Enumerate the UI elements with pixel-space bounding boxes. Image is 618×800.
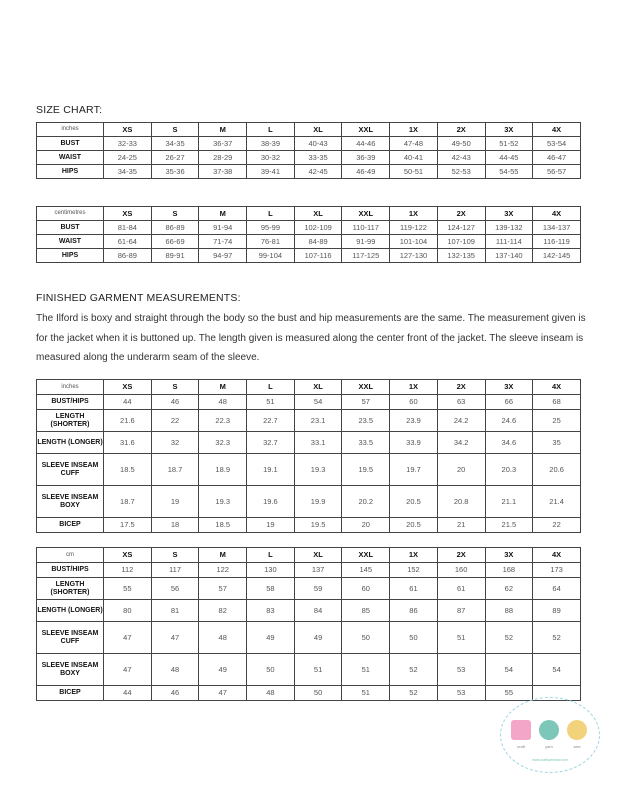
finished-measurements-title: FINISHED GARMENT MEASUREMENTS: — [36, 292, 241, 304]
table-row — [37, 518, 581, 533]
table-cell: 49 — [294, 622, 342, 654]
table-cell: 23.1 — [294, 410, 342, 432]
table-cell: 80 — [104, 600, 152, 622]
size-chart-title: SIZE CHART: — [36, 104, 103, 116]
table-cell: 139-132 — [485, 221, 533, 235]
table-cell: 85 — [342, 600, 390, 622]
size-header: L — [247, 123, 295, 137]
table-cell: 152 — [390, 563, 438, 578]
table-cell: 32 — [151, 432, 199, 454]
row-label: BUST/HIPS — [37, 395, 104, 410]
table-cell: 21.1 — [485, 486, 533, 518]
row-label: HIPS — [37, 249, 104, 263]
table-cell: 20.5 — [390, 518, 438, 533]
size-header: L — [247, 380, 295, 395]
size-header: XS — [104, 548, 152, 563]
table-cell: 66-69 — [151, 235, 199, 249]
table-cell: 117-125 — [342, 249, 390, 263]
seal-label-craft: craft — [517, 744, 525, 749]
table-cell: 84 — [294, 600, 342, 622]
size-header: 3X — [485, 548, 533, 563]
size-header: XXL — [342, 123, 390, 137]
seal-label-sew: sew — [573, 744, 581, 749]
table-cell: 51-52 — [485, 137, 533, 151]
unit-label: inches — [37, 380, 104, 395]
table-row — [37, 395, 581, 410]
table-cell: 52 — [485, 622, 533, 654]
row-label: HIPS — [37, 165, 104, 179]
size-header: XS — [104, 123, 152, 137]
size-header: M — [199, 380, 247, 395]
table-cell: 44 — [104, 395, 152, 410]
table-cell: 119-122 — [390, 221, 438, 235]
table-cell: 81 — [151, 600, 199, 622]
table-cell: 102-109 — [294, 221, 342, 235]
table-cell: 50-51 — [390, 165, 438, 179]
size-header: 3X — [485, 123, 533, 137]
table-cell: 25 — [533, 410, 581, 432]
table-cell: 76-81 — [247, 235, 295, 249]
size-header: 4X — [533, 123, 581, 137]
table-cell: 22.7 — [247, 410, 295, 432]
table-cell: 52 — [533, 622, 581, 654]
table-cell: 84-89 — [294, 235, 342, 249]
table-cell: 60 — [342, 578, 390, 600]
size-header: 2X — [437, 207, 485, 221]
table-cell: 24.2 — [437, 410, 485, 432]
table-cell: 18.5 — [199, 518, 247, 533]
size-chart-cm-table — [36, 206, 581, 263]
table-cell: 95-99 — [247, 221, 295, 235]
table-cell: 42-45 — [294, 165, 342, 179]
table-cell: 40-41 — [390, 151, 438, 165]
table-cell: 19.9 — [294, 486, 342, 518]
table-cell: 20 — [342, 518, 390, 533]
table-cell: 46-49 — [342, 165, 390, 179]
table-cell: 51 — [437, 622, 485, 654]
table-cell: 32-33 — [104, 137, 152, 151]
table-cell: 137 — [294, 563, 342, 578]
table-cell: 33-35 — [294, 151, 342, 165]
table-cell: 124-127 — [437, 221, 485, 235]
table-row — [37, 235, 581, 249]
row-label: BUST — [37, 221, 104, 235]
table-cell: 52 — [390, 654, 438, 686]
size-header: 2X — [437, 123, 485, 137]
finished-measurements-description: The Ilford is boxy and straight through the body so the bust and hip measurements are the same. The measurement given is for the jacket when it is buttoned up. The length given is measured along the center front of the jacket. The sleeve inseam is measured along the underarm seam of the sleeve. — [36, 313, 586, 363]
table-cell: 32.3 — [199, 432, 247, 454]
row-label: LENGTH (LONGER) — [37, 432, 104, 454]
table-cell: 107-109 — [437, 235, 485, 249]
table-cell: 33.1 — [294, 432, 342, 454]
table-cell: 20.8 — [437, 486, 485, 518]
table-cell: 91-99 — [342, 235, 390, 249]
table-cell: 137-140 — [485, 249, 533, 263]
size-chart-inches-table — [36, 122, 581, 179]
table-cell: 101-104 — [390, 235, 438, 249]
table-cell: 47 — [104, 654, 152, 686]
table-cell: 54 — [485, 654, 533, 686]
table-cell: 47 — [151, 622, 199, 654]
table-cell: 33.9 — [390, 432, 438, 454]
row-label: BUST/HIPS — [37, 563, 104, 578]
table-cell: 49 — [247, 622, 295, 654]
size-header: S — [151, 207, 199, 221]
table-cell: 36-37 — [199, 137, 247, 151]
table-cell: 68 — [533, 395, 581, 410]
row-label: WAIST — [37, 151, 104, 165]
size-header: S — [151, 548, 199, 563]
table-cell: 48 — [247, 686, 295, 701]
table-cell: 66 — [485, 395, 533, 410]
table-cell: 19.5 — [294, 518, 342, 533]
table-cell: 110-117 — [342, 221, 390, 235]
table-cell: 89-91 — [151, 249, 199, 263]
table-cell: 44-45 — [485, 151, 533, 165]
table-cell: 19.6 — [247, 486, 295, 518]
size-header: L — [247, 548, 295, 563]
table-cell: 19.3 — [294, 454, 342, 486]
table-cell: 86-89 — [104, 249, 152, 263]
size-header: S — [151, 123, 199, 137]
size-header: XL — [294, 548, 342, 563]
row-label: BICEP — [37, 518, 104, 533]
row-label: LENGTH (SHORTER) — [37, 410, 104, 432]
table-cell: 55 — [485, 686, 533, 701]
size-header: 3X — [485, 207, 533, 221]
table-cell: 37-38 — [199, 165, 247, 179]
size-header: 1X — [390, 207, 438, 221]
table-row — [37, 249, 581, 263]
table-cell: 55 — [104, 578, 152, 600]
table-cell: 52-53 — [437, 165, 485, 179]
table-row — [37, 432, 581, 454]
table-cell: 32.7 — [247, 432, 295, 454]
size-header: M — [199, 548, 247, 563]
table-cell: 22 — [533, 518, 581, 533]
finished-inches-table — [36, 379, 581, 533]
finished-cm-table — [36, 547, 581, 701]
table-cell: 99-104 — [247, 249, 295, 263]
table-cell: 57 — [199, 578, 247, 600]
size-header: XL — [294, 207, 342, 221]
size-header: M — [199, 123, 247, 137]
table-cell: 57 — [342, 395, 390, 410]
row-label: LENGTH (SHORTER) — [37, 578, 104, 600]
table-cell: 53 — [437, 654, 485, 686]
table-cell: 81-84 — [104, 221, 152, 235]
table-cell: 34.2 — [437, 432, 485, 454]
table-cell: 17.5 — [104, 518, 152, 533]
size-header: 1X — [390, 380, 438, 395]
table-cell: 130 — [247, 563, 295, 578]
table-cell: 19.1 — [247, 454, 295, 486]
table-cell: 56-57 — [533, 165, 581, 179]
table-cell: 34.6 — [485, 432, 533, 454]
unit-label: centimetres — [37, 207, 104, 221]
table-cell: 28-29 — [199, 151, 247, 165]
size-header: XL — [294, 123, 342, 137]
table-cell: 26-27 — [151, 151, 199, 165]
seal-label-yarn: yarn — [545, 744, 553, 749]
row-label: SLEEVE INSEAM CUFF — [37, 454, 104, 486]
table-cell: 88 — [485, 600, 533, 622]
table-cell: 168 — [485, 563, 533, 578]
table-cell: 19.5 — [342, 454, 390, 486]
table-cell: 111-114 — [485, 235, 533, 249]
table-cell: 33.5 — [342, 432, 390, 454]
table-cell: 51 — [342, 654, 390, 686]
table-cell: 132-135 — [437, 249, 485, 263]
table-cell: 20.5 — [390, 486, 438, 518]
table-cell: 38-39 — [247, 137, 295, 151]
table-cell: 49-50 — [437, 137, 485, 151]
table-cell: 61 — [437, 578, 485, 600]
sew-badge-icon — [567, 720, 587, 740]
table-cell: 18 — [151, 518, 199, 533]
table-cell: 23.9 — [390, 410, 438, 432]
table-cell: 58 — [247, 578, 295, 600]
table-cell: 30-32 — [247, 151, 295, 165]
table-cell: 22.3 — [199, 410, 247, 432]
table-cell: 35-36 — [151, 165, 199, 179]
table-cell: 48 — [151, 654, 199, 686]
size-header: M — [199, 207, 247, 221]
table-row — [37, 600, 581, 622]
table-cell: 134-137 — [533, 221, 581, 235]
table-row — [37, 654, 581, 686]
size-header: XXL — [342, 548, 390, 563]
table-cell: 61-64 — [104, 235, 152, 249]
table-row — [37, 151, 581, 165]
table-cell: 24-25 — [104, 151, 152, 165]
table-cell: 64 — [533, 578, 581, 600]
table-cell: 51 — [342, 686, 390, 701]
table-cell: 83 — [247, 600, 295, 622]
size-header: XXL — [342, 380, 390, 395]
table-cell: 107-116 — [294, 249, 342, 263]
size-header: XXL — [342, 207, 390, 221]
row-label: LENGTH (LONGER) — [37, 600, 104, 622]
table-cell: 50 — [390, 622, 438, 654]
seal-url: www.craftyarnsew.com — [532, 758, 568, 762]
table-cell: 54 — [294, 395, 342, 410]
table-cell: 160 — [437, 563, 485, 578]
table-cell: 42-43 — [437, 151, 485, 165]
table-cell: 46 — [151, 395, 199, 410]
size-header: 2X — [437, 380, 485, 395]
table-cell: 86-89 — [151, 221, 199, 235]
table-cell: 47-48 — [390, 137, 438, 151]
table-cell: 46 — [151, 686, 199, 701]
table-cell: 23.5 — [342, 410, 390, 432]
table-cell: 86 — [390, 600, 438, 622]
table-cell: 48 — [199, 395, 247, 410]
row-label: SLEEVE INSEAM CUFF — [37, 622, 104, 654]
size-header: XL — [294, 380, 342, 395]
table-row — [37, 622, 581, 654]
table-cell: 20.6 — [533, 454, 581, 486]
table-cell: 50 — [294, 686, 342, 701]
table-cell: 52 — [390, 686, 438, 701]
table-cell: 91-94 — [199, 221, 247, 235]
table-cell: 19.7 — [390, 454, 438, 486]
yarn-badge-icon — [539, 720, 559, 740]
table-row — [37, 137, 581, 151]
table-cell: 44-46 — [342, 137, 390, 151]
table-cell: 21.6 — [104, 410, 152, 432]
table-cell: 50 — [342, 622, 390, 654]
table-cell: 50 — [247, 654, 295, 686]
table-cell: 20 — [437, 454, 485, 486]
table-cell: 145 — [342, 563, 390, 578]
size-header: 4X — [533, 207, 581, 221]
size-header: 3X — [485, 380, 533, 395]
table-cell: 34-35 — [104, 165, 152, 179]
table-cell: 63 — [437, 395, 485, 410]
row-label: SLEEVE INSEAM BOXY — [37, 654, 104, 686]
table-cell: 18.7 — [104, 486, 152, 518]
table-row — [37, 686, 581, 701]
table-cell: 40-43 — [294, 137, 342, 151]
table-cell: 54-55 — [485, 165, 533, 179]
size-header: 2X — [437, 548, 485, 563]
size-header: L — [247, 207, 295, 221]
table-cell: 22 — [151, 410, 199, 432]
table-cell: 18.7 — [151, 454, 199, 486]
table-cell: 19 — [247, 518, 295, 533]
table-row — [37, 563, 581, 578]
table-cell: 142-145 — [533, 249, 581, 263]
table-cell: 47 — [104, 622, 152, 654]
table-cell: 46-47 — [533, 151, 581, 165]
table-cell: 39-41 — [247, 165, 295, 179]
table-cell: 35 — [533, 432, 581, 454]
table-cell: 56 — [151, 578, 199, 600]
table-cell: 89 — [533, 600, 581, 622]
size-header: XS — [104, 380, 152, 395]
table-cell: 48 — [199, 622, 247, 654]
row-label: BUST — [37, 137, 104, 151]
table-row — [37, 454, 581, 486]
table-cell: 59 — [294, 578, 342, 600]
table-row — [37, 410, 581, 432]
table-cell: 44 — [104, 686, 152, 701]
table-cell: 117 — [151, 563, 199, 578]
table-cell: 122 — [199, 563, 247, 578]
brand-seal-logo — [500, 697, 600, 773]
table-cell: 62 — [485, 578, 533, 600]
table-cell: 112 — [104, 563, 152, 578]
table-cell: 21.5 — [485, 518, 533, 533]
table-cell: 173 — [533, 563, 581, 578]
table-cell: 31.6 — [104, 432, 152, 454]
table-cell: 20.3 — [485, 454, 533, 486]
table-cell: 71-74 — [199, 235, 247, 249]
table-cell: 127-130 — [390, 249, 438, 263]
table-cell: 20.2 — [342, 486, 390, 518]
table-row — [37, 165, 581, 179]
table-cell: 24.6 — [485, 410, 533, 432]
row-label: WAIST — [37, 235, 104, 249]
table-cell: 49 — [199, 654, 247, 686]
table-cell: 51 — [294, 654, 342, 686]
size-header: 1X — [390, 123, 438, 137]
unit-label: inches — [37, 123, 104, 137]
unit-label: cm — [37, 548, 104, 563]
size-header: 4X — [533, 380, 581, 395]
table-cell: 94-97 — [199, 249, 247, 263]
row-label: BICEP — [37, 686, 104, 701]
table-cell: 36-39 — [342, 151, 390, 165]
table-cell: 82 — [199, 600, 247, 622]
row-label: SLEEVE INSEAM BOXY — [37, 486, 104, 518]
table-cell: 19.3 — [199, 486, 247, 518]
table-cell: 54 — [533, 654, 581, 686]
table-cell: 21 — [437, 518, 485, 533]
table-cell: 47 — [199, 686, 247, 701]
size-header: 1X — [390, 548, 438, 563]
table-cell: 18.9 — [199, 454, 247, 486]
size-header: S — [151, 380, 199, 395]
table-cell: 61 — [390, 578, 438, 600]
table-row — [37, 221, 581, 235]
craft-badge-icon — [511, 720, 531, 740]
table-cell: 18.5 — [104, 454, 152, 486]
table-cell: 60 — [390, 395, 438, 410]
table-cell: 87 — [437, 600, 485, 622]
table-cell: 53 — [437, 686, 485, 701]
size-header: XS — [104, 207, 152, 221]
table-cell: 21.4 — [533, 486, 581, 518]
table-cell: 116-119 — [533, 235, 581, 249]
table-row — [37, 578, 581, 600]
table-cell: 53-54 — [533, 137, 581, 151]
table-cell: 34-35 — [151, 137, 199, 151]
table-cell: 51 — [247, 395, 295, 410]
table-cell: 19 — [151, 486, 199, 518]
table-row — [37, 486, 581, 518]
size-header: 4X — [533, 548, 581, 563]
